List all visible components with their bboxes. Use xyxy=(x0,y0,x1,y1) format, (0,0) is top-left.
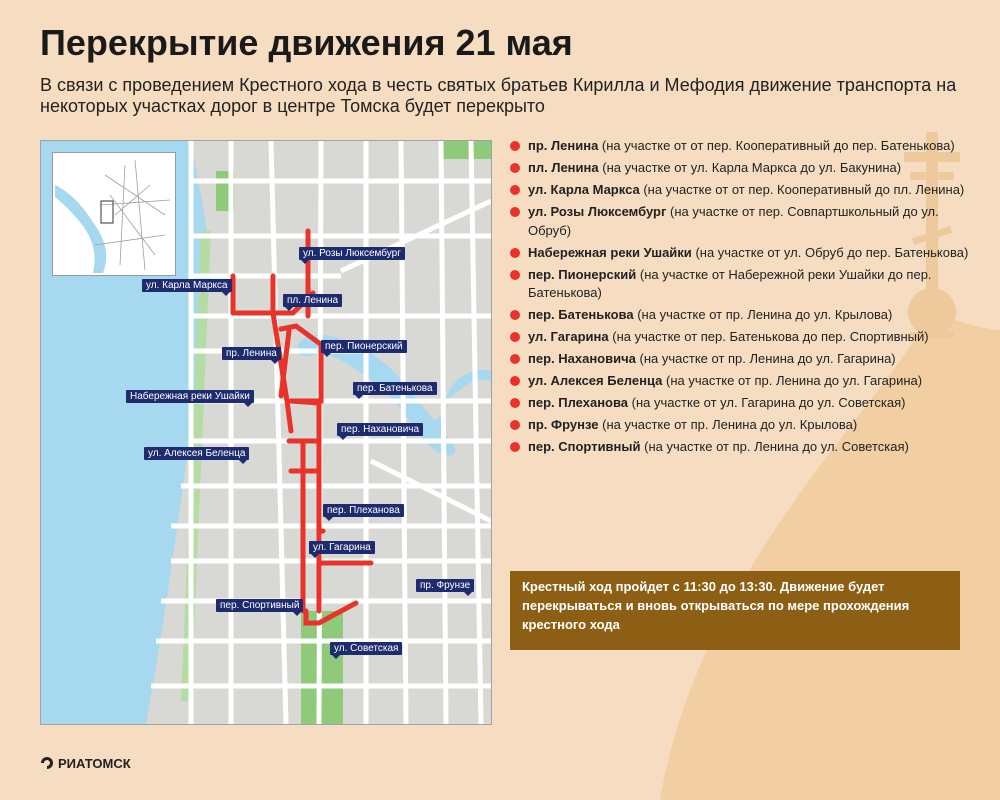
closure-list xyxy=(510,137,980,460)
label-rozy-lyuksemburg: ул. Розы Люксембург xyxy=(299,247,405,260)
red-dot-icon xyxy=(510,270,520,280)
label-sovetskaya: ул. Советская xyxy=(330,642,402,655)
red-dot-icon xyxy=(510,442,520,452)
label-pr-lenina: пр. Ленина xyxy=(222,347,281,360)
red-dot-icon xyxy=(510,332,520,342)
red-dot-icon xyxy=(510,310,520,320)
list-item: ул. Гагарина (на участке от пер. Батенькова до пер. Спортивный) xyxy=(510,328,980,347)
label-nahanovicha: пер. Нахановича xyxy=(337,423,423,436)
list-item: пер. Нахановича (на участке от пр. Ленина до ул. Гагарина) xyxy=(510,350,980,369)
label-frunze: пр. Фрунзе xyxy=(416,579,474,592)
label-sportivny: пер. Спортивный xyxy=(216,599,303,612)
overview-inset-map xyxy=(53,153,175,275)
list-item: Набережная реки Ушайки (на участке от ул. Обруб до пер. Батенькова) xyxy=(510,244,980,263)
list-item: пер. Пионерский (на участке от Набережной реки Ушайки до пер. Батенькова) xyxy=(510,266,980,303)
red-dot-icon xyxy=(510,398,520,408)
ria-tomsk-logo[interactable] xyxy=(40,756,131,771)
red-dot-icon xyxy=(510,420,520,430)
page-subtitle: В связи с проведением Крестного хода в честь святых братьев Кирилла и Мефодия движение транспорта на некоторых участках дорог в центре Томска будет перекрыто xyxy=(40,75,957,116)
red-dot-icon xyxy=(510,354,520,364)
list-item: пр. Фрунзе (на участке от пр. Ленина до ул. Крылова) xyxy=(510,416,980,435)
list-item: ул. Розы Люксембург (на участке от пер. Совпартшкольный до ул. Обруб) xyxy=(510,203,980,240)
red-dot-icon xyxy=(510,185,520,195)
list-item: пер. Спортивный (на участке от пр. Ленина до ул. Советская) xyxy=(510,438,980,457)
label-pionersky: пер. Пионерский xyxy=(321,340,407,353)
page-title: Перекрытие движения 21 мая xyxy=(40,22,573,63)
label-naberezhnaya: Набережная реки Ушайки xyxy=(126,390,254,403)
label-karla-marksa: ул. Карла Маркса xyxy=(142,279,232,292)
list-item: пл. Ленина (на участке от ул. Карла Маркса до ул. Бакунина) xyxy=(510,159,980,178)
list-item: ул. Карла Маркса (на участке от от пер. Кооперативный до пл. Ленина) xyxy=(510,181,980,200)
city-map[interactable] xyxy=(40,140,492,725)
list-item: ул. Алексея Беленца (на участке от пр. Ленина до ул. Гагарина) xyxy=(510,372,980,391)
red-dot-icon xyxy=(510,141,520,151)
list-item: пр. Ленина (на участке от от пер. Кооперативный до пер. Батенькова) xyxy=(510,137,980,156)
red-dot-icon xyxy=(510,207,520,217)
logo-icon xyxy=(40,756,54,770)
label-belenca: ул. Алексея Беленца xyxy=(144,447,249,460)
list-item: пер. Плеханова (на участке от ул. Гагарина до ул. Советская) xyxy=(510,394,980,413)
label-plehanova: пер. Плеханова xyxy=(323,504,404,517)
label-batenkova: пер. Батенькова xyxy=(353,382,437,395)
schedule-note: Крестный ход пройдет с 11:30 до 13:30. Движение будет перекрываться и вновь открываться по мере прохождения крестного хода xyxy=(510,571,960,650)
red-dot-icon xyxy=(510,248,520,258)
label-pl-lenina: пл. Ленина xyxy=(283,294,342,307)
label-gagarina: ул. Гагарина xyxy=(309,541,375,554)
list-item: пер. Батенькова (на участке от пр. Ленина до ул. Крылова) xyxy=(510,306,980,325)
red-dot-icon xyxy=(510,163,520,173)
logo-text: РИАТОМСК xyxy=(58,756,131,771)
red-dot-icon xyxy=(510,376,520,386)
